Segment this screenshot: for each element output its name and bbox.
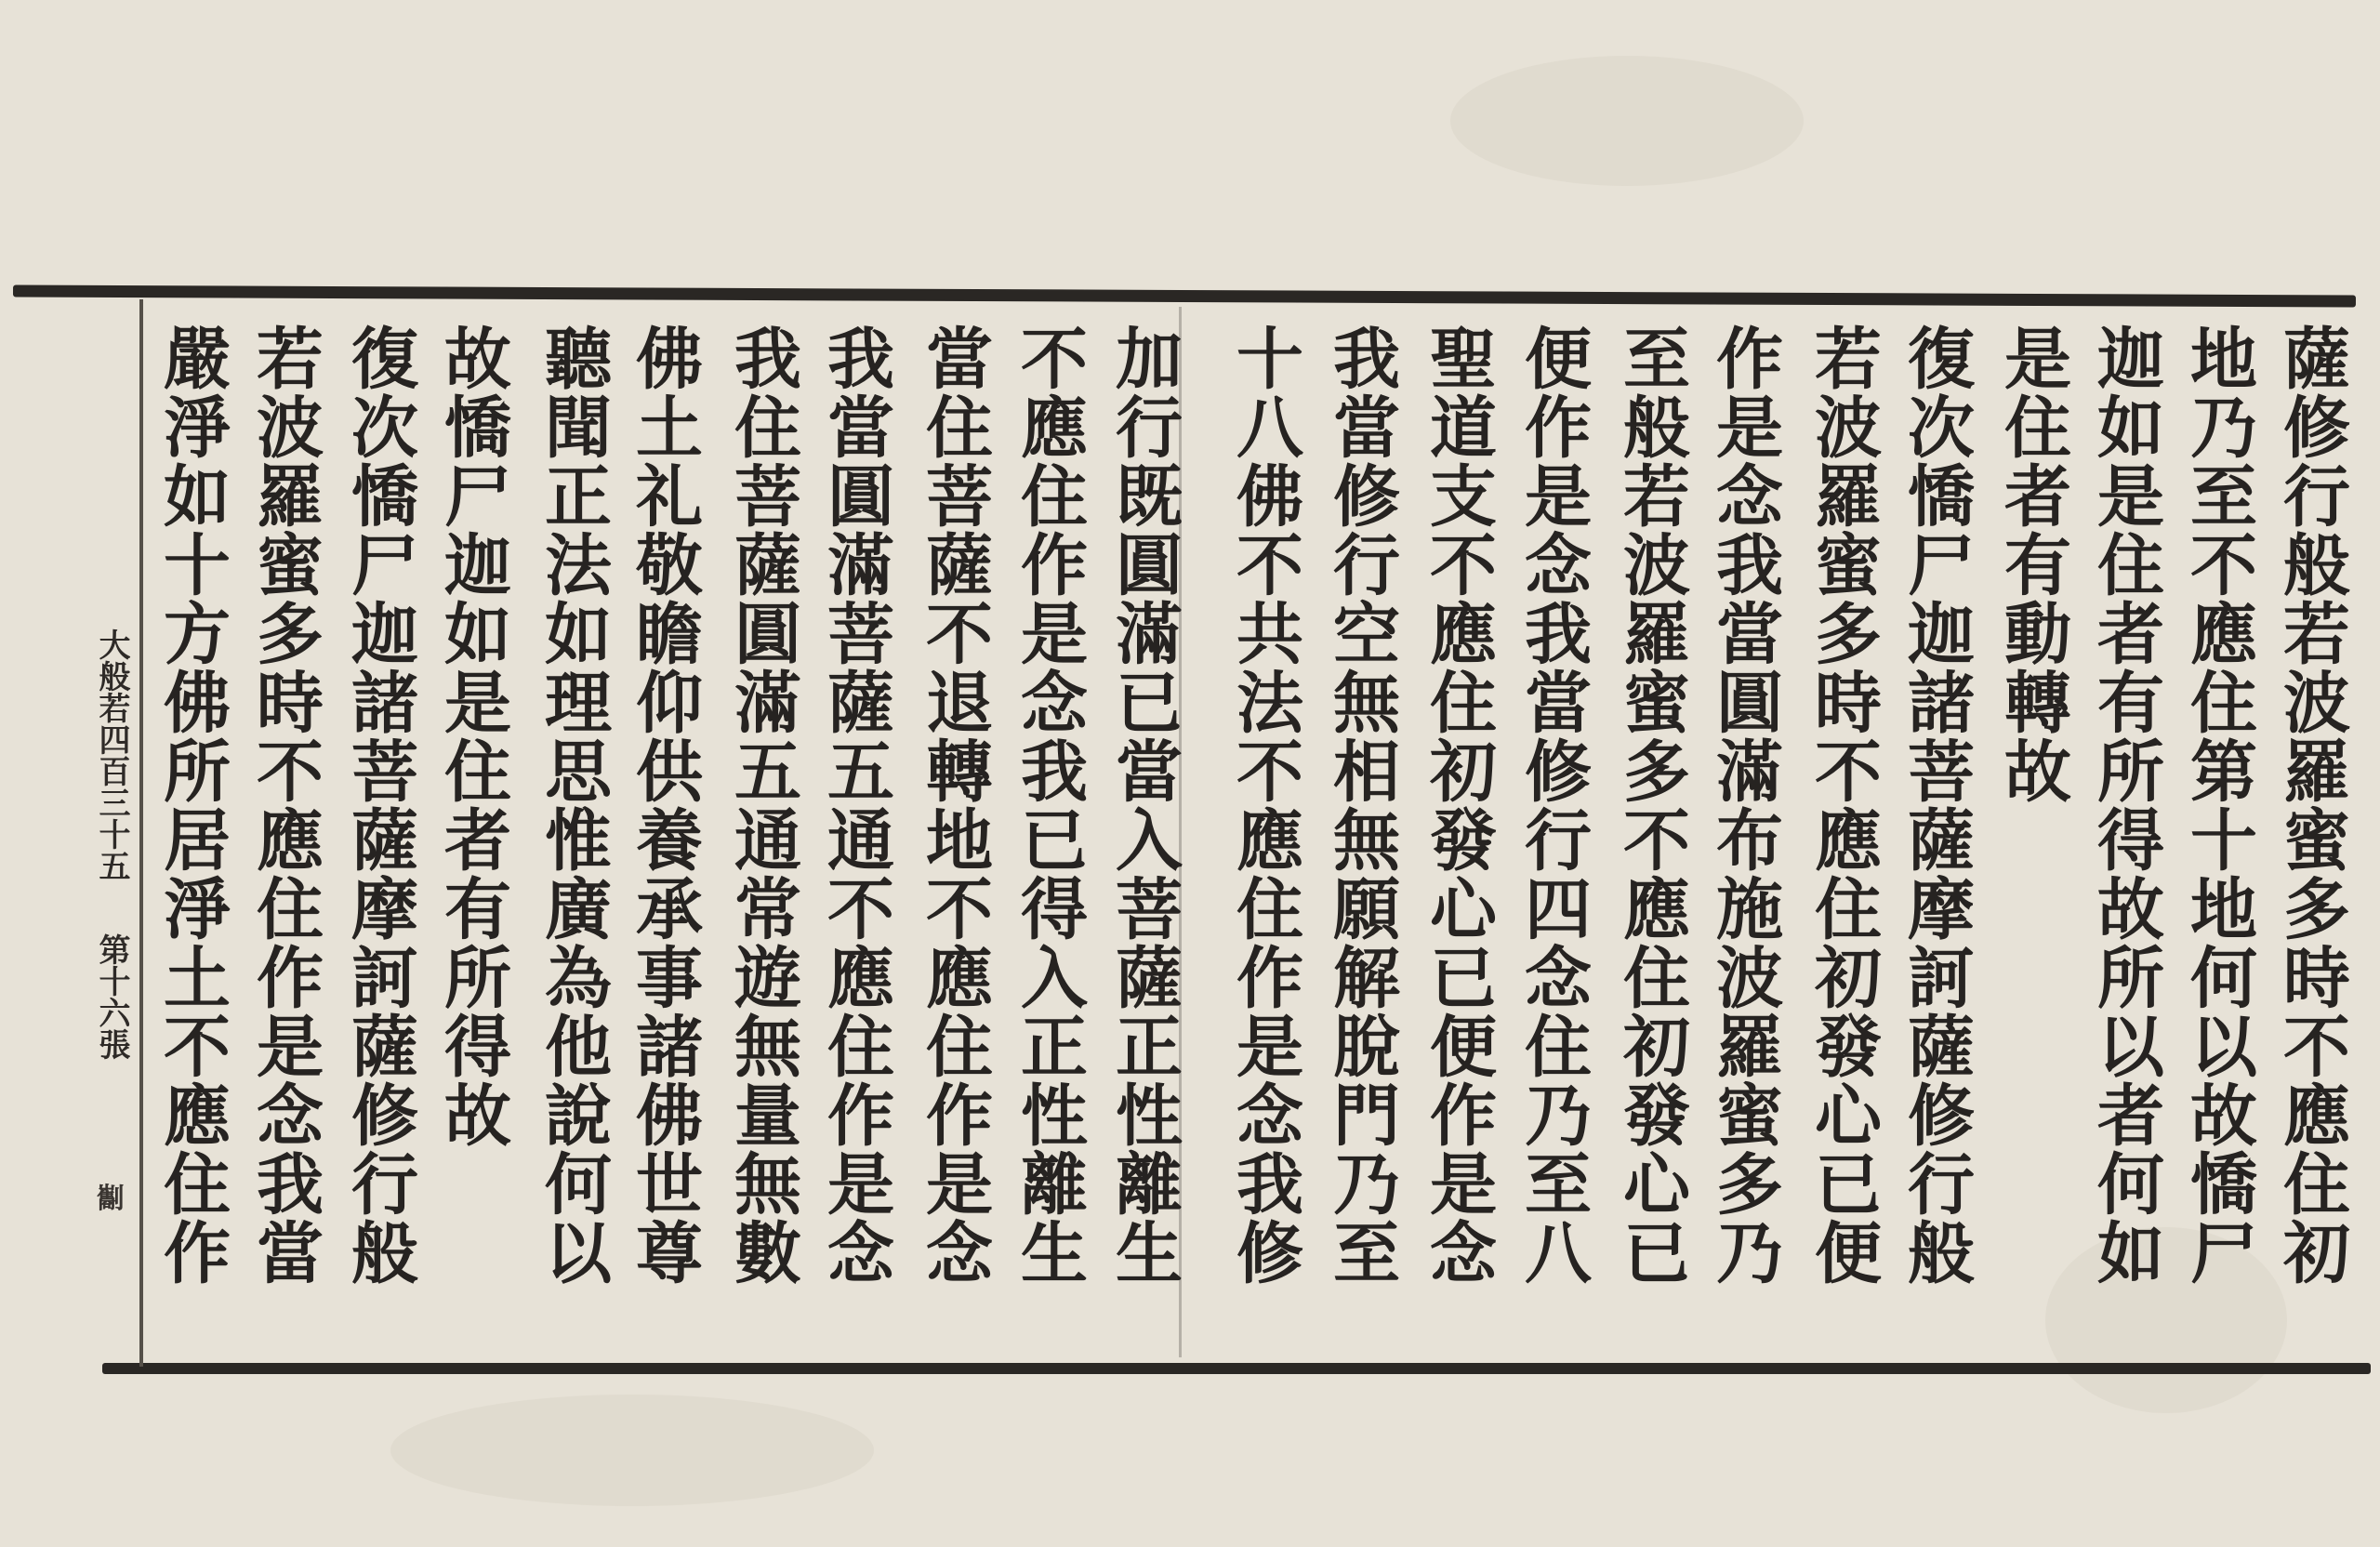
top-border-rule [13, 285, 2356, 308]
text-column-6: 若波羅蜜多時不應住初發心已便 [1804, 324, 1883, 1287]
text-column-5: 復次憍尸迦諸菩薩摩訶薩修行般 [1897, 324, 1976, 1287]
text-column-11: 我當修行空無相無願解脫門乃至 [1322, 324, 1401, 1287]
text-column-3: 迦如是住者有所得故所以者何如 [2086, 324, 2165, 1287]
text-column-14: 不應住作是念我已得入正性離生 [1010, 324, 1089, 1287]
left-border-rule [139, 299, 143, 1367]
text-column-15: 當住菩薩不退轉地不應住作是念 [915, 324, 994, 1287]
text-column-18: 佛土礼敬瞻仰供養承事諸佛世尊 [625, 324, 704, 1287]
paper-stain [390, 1395, 874, 1506]
text-column-10: 聖道支不應住初發心已便作是念 [1419, 324, 1498, 1287]
text-column-13: 加行既圓滿已當入菩薩正性離生 [1104, 324, 1183, 1287]
text-column-12: 十八佛不共法不應住作是念我修 [1225, 324, 1304, 1287]
text-column-21: 復次憍尸迦諸菩薩摩訶薩修行般 [340, 324, 419, 1287]
colophon-mark: 㔒 [97, 1183, 125, 1215]
text-column-9: 便作是念我當修行四念住乃至八 [1514, 324, 1593, 1287]
colophon-sheet-number: 第十六張 [93, 933, 130, 1060]
text-column-17: 我住菩薩圓滿五通常遊無量無數 [723, 324, 802, 1287]
text-column-16: 我當圓滿菩薩五通不應住作是念 [816, 324, 895, 1287]
colophon-volume-title: 大般若四百三十五 [93, 628, 130, 881]
text-column-8: 至般若波羅蜜多不應住初發心已 [1612, 324, 1691, 1287]
text-column-20: 故憍尸迦如是住者有所得故 [433, 324, 512, 1149]
text-column-22: 若波羅蜜多時不應住作是念我當 [245, 324, 324, 1287]
text-column-2: 地乃至不應住第十地何以故憍尸 [2179, 324, 2258, 1287]
text-column-7: 作是念我當圓滿布施波羅蜜多乃 [1705, 324, 1784, 1287]
text-column-19: 聽聞正法如理思惟廣為他說何以 [534, 324, 613, 1287]
bottom-border-rule [102, 1363, 2371, 1374]
paper-stain [1450, 56, 1804, 186]
text-column-1: 薩修行般若波羅蜜多時不應住初 [2272, 324, 2351, 1287]
text-column-4: 是住者有動轉故 [1993, 324, 2072, 805]
text-column-23: 嚴淨如十方佛所居淨土不應住作 [152, 324, 231, 1287]
